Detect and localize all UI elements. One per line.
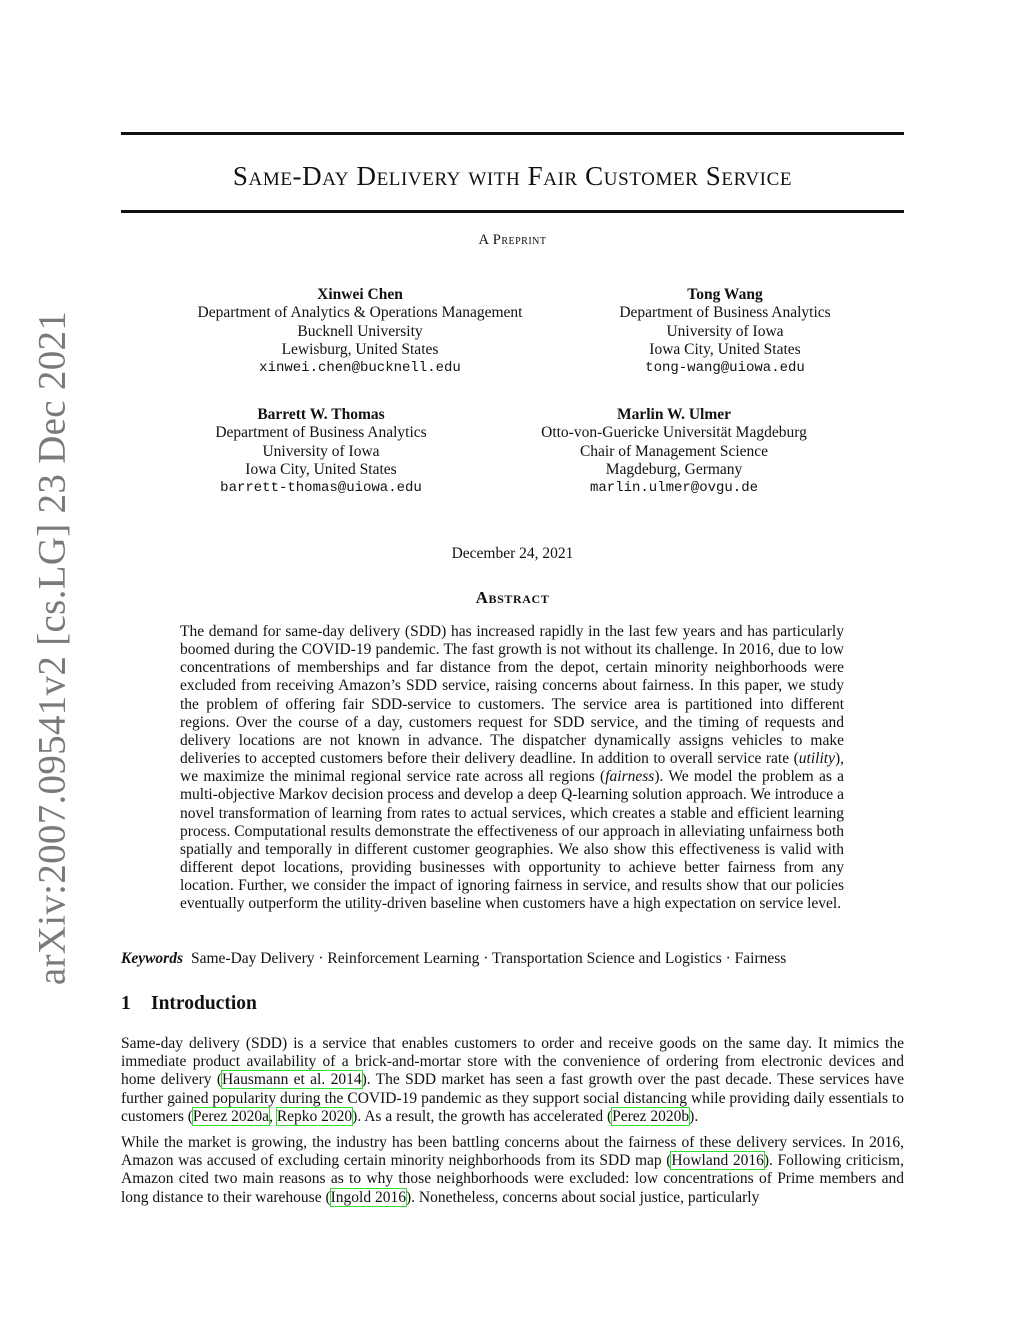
author-affiliation: Bucknell University	[297, 322, 423, 340]
abstract-emphasis: fairness	[605, 768, 655, 786]
abstract-emphasis: utility	[798, 750, 835, 768]
keywords-text: Same-Day Delivery · Reinforcement Learning · Transportation Science and Logistics · Fairness	[191, 950, 787, 967]
body-text: ). Following criticism, Amazon cited two main reasons as to why those neighborhoods were excluded: low concentrations of Prime members and long distance to their warehouse (	[121, 1152, 904, 1206]
citation-link[interactable]: Perez 2020a	[192, 1107, 270, 1125]
keywords-line	[121, 950, 904, 968]
preprint-label: A Preprint	[478, 232, 547, 248]
citation-link[interactable]: Ingold 2016	[330, 1188, 406, 1206]
title-rule-top	[121, 132, 904, 135]
title-rule-bottom	[121, 210, 904, 213]
author-block	[545, 286, 905, 377]
citation-link[interactable]: Hausmann et al. 2014	[222, 1071, 362, 1089]
section-heading	[121, 993, 257, 1015]
body-text: While the market is growing, the industry has been battling concerns about the fairness of these delivery services. In 2016, Amazon was accused of excluding certain minority neighborhoods from its SDD map (	[121, 1134, 904, 1170]
author-affiliation: Magdeburg, Germany	[605, 460, 743, 478]
author-affiliation: Chair of Management Science	[579, 442, 769, 460]
author-affiliation: Otto-von-Guericke Universität Magdeburg	[541, 424, 807, 442]
body-text: ). Nonetheless, concerns about social justice, particularly	[405, 1188, 760, 1206]
author-name: Xinwei Chen	[317, 286, 403, 303]
body-text: Same-day delivery (SDD) is a service that enables customers to order and receive goods on the same day. It mimics the immediate product availability of a brick-and-mortar store with the convenience of ordering from electronic devices and home delivery (	[121, 1035, 904, 1089]
author-email: marlin.ulmer@ovgu.de	[589, 480, 759, 497]
paper-title: Same-Day Delivery with Fair Customer Service	[232, 161, 793, 191]
author-affiliation: Iowa City, United States	[245, 460, 397, 478]
author-affiliation: Department of Business Analytics	[215, 424, 427, 442]
abstract-text: ), we maximize the minimal regional service rate across all regions (	[180, 750, 844, 786]
publication-date: December 24, 2021	[451, 545, 574, 562]
author-email: tong-wang@uiowa.edu	[645, 360, 805, 377]
section-number: 1	[121, 993, 131, 1014]
author-affiliation: University of Iowa	[262, 442, 380, 460]
author-affiliation: University of Iowa	[666, 322, 784, 340]
author-name: Tong Wang	[687, 286, 763, 303]
author-affiliation: Lewisburg, United States	[281, 340, 439, 358]
author-affiliation: Department of Analytics & Operations Management	[197, 304, 523, 322]
body-paragraph	[121, 1134, 904, 1207]
author-affiliation: Iowa City, United States	[649, 340, 801, 358]
body-text: ,	[269, 1107, 277, 1125]
body-text: ). As a result, the growth has accelerated (	[352, 1107, 613, 1125]
author-affiliation: Department of Business Analytics	[619, 304, 831, 322]
body-text: ). The SDD market has seen a fast growth over the past decade. These services have further gained popularity during the COVID-19 pandemic as they support social distancing while providing daily essentials to customers (	[121, 1071, 904, 1125]
arxiv-identifier-text: arXiv:2007.09541v2 [cs.LG] 23 Dec 2021	[30, 310, 74, 986]
body-paragraph	[121, 1035, 904, 1126]
section-title: Introduction	[151, 993, 257, 1014]
abstract-text: The demand for same-day delivery (SDD) has increased rapidly in the last few years and has particularly boomed during the COVID-19 pandemic. The fast growth is not without its challenge. In 2016, due to low concentrations of memberships and far distance from the depot, certain minority neighborhoods were excluded from receiving Amazon’s SDD service, raising concerns about fairness. In this paper, we study the problem of offering fair SDD-service to customers. The service area is partitioned into different regions. Over the course of a day, customers request for SDD service, and the timing of requests and delivery locations are not known in advance. The dispatcher dynamically assigns vehicles to make deliveries to accepted customers before their delivery deadline. In addition to overall service rate (	[180, 623, 844, 768]
author-name: Barrett W. Thomas	[257, 406, 385, 423]
author-email: xinwei.chen@bucknell.edu	[259, 360, 461, 377]
author-email: barrett-thomas@uiowa.edu	[220, 480, 422, 497]
abstract-body	[180, 623, 844, 914]
citation-link[interactable]: Howland 2016	[671, 1152, 764, 1170]
keywords-label: Keywords	[121, 950, 183, 967]
citation-link[interactable]: Perez 2020b	[612, 1107, 690, 1125]
author-block	[180, 286, 540, 377]
author-block	[141, 406, 501, 497]
citation-link[interactable]: Repko 2020	[276, 1107, 353, 1125]
body-text: ).	[689, 1107, 699, 1125]
abstract-heading: Abstract	[475, 588, 550, 607]
author-name: Marlin W. Ulmer	[616, 406, 732, 423]
abstract-text: ). We model the problem as a multi-objective Markov decision process and develop a deep Q-learning solution approach. We introduce a novel transformation of learning from rates to actual services, which creates a stable and efficient learning process. Computational results demonstrate the effectiveness of our approach in alleviating unfairness both spatially and temporally in different customer geographies. We also show this effectiveness is valid with different depot locations, providing businesses with opportunity to achieve better fairness from any location. Further, we consider the impact of ignoring fairness in service, and results show that our policies eventually outperform the utility-driven baseline when customers have a high expectation on service level.	[180, 768, 844, 913]
author-block	[494, 406, 854, 497]
